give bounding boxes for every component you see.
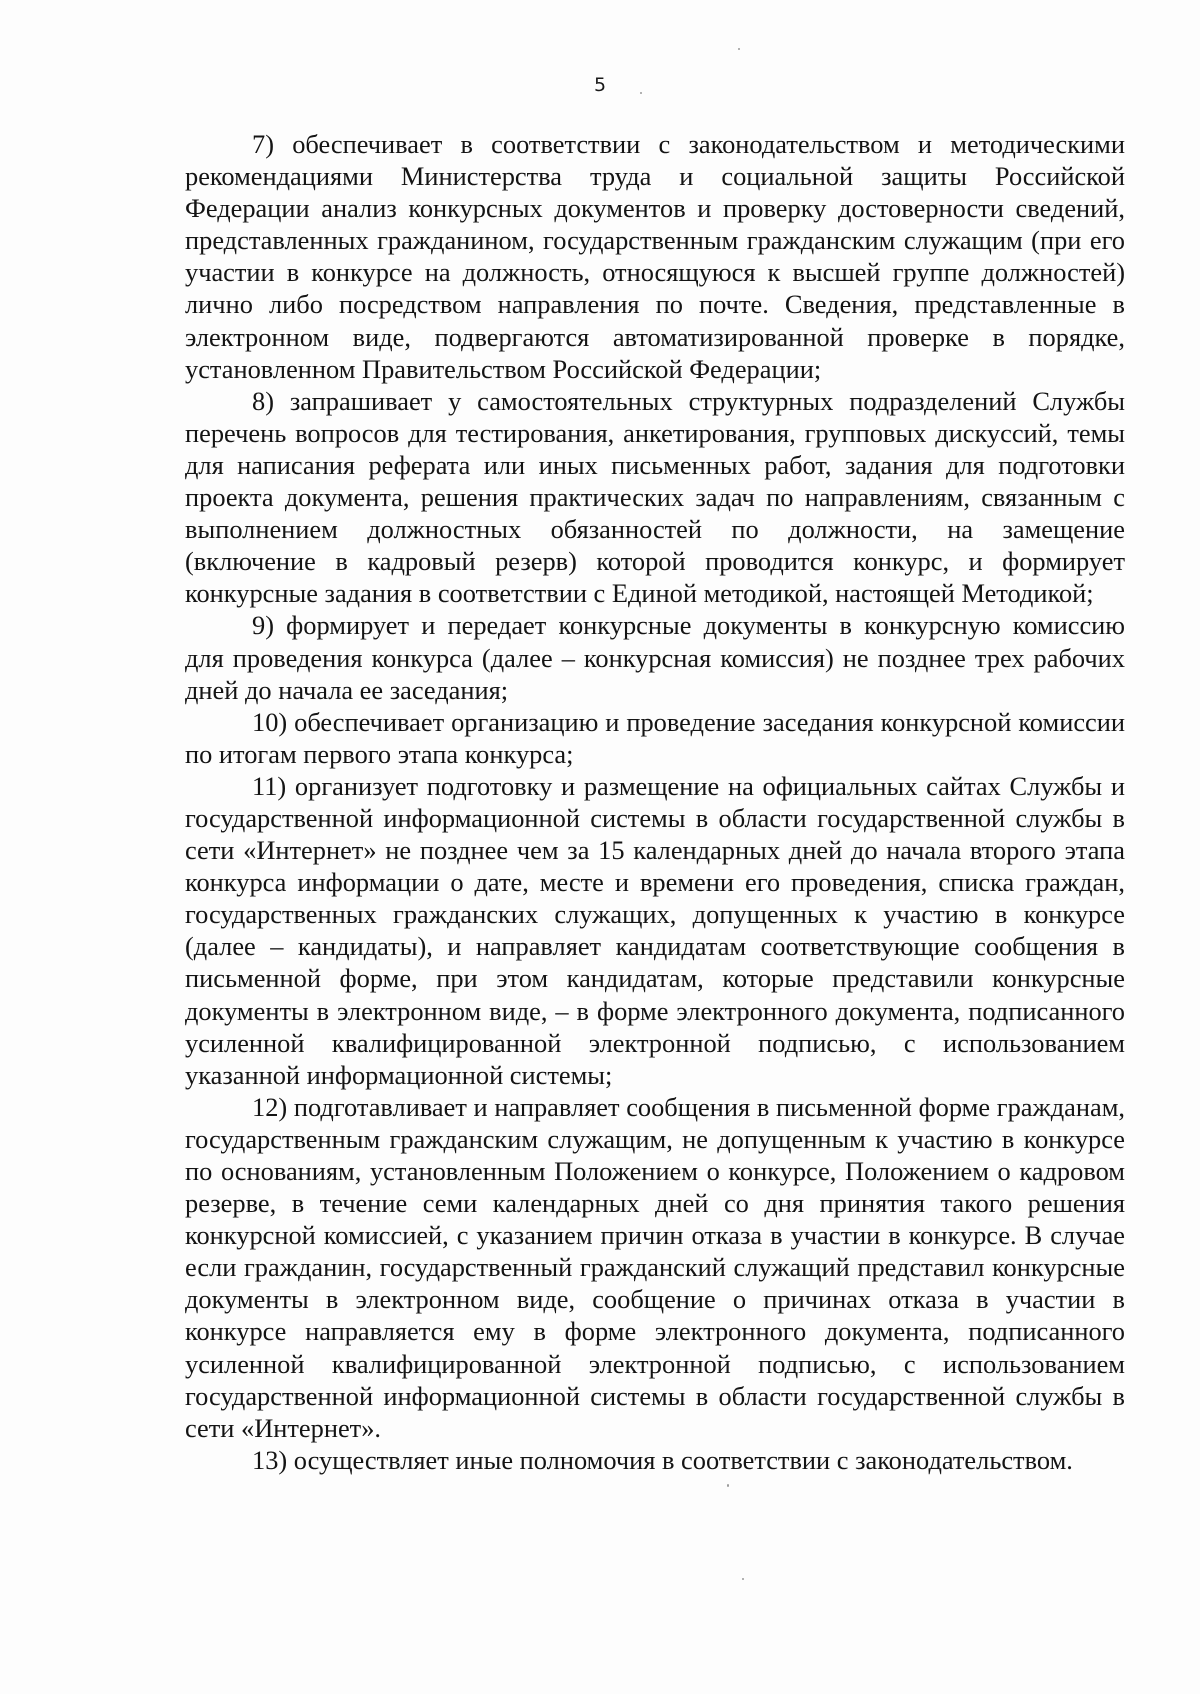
paragraph-item-13: 13) осуществляет иные полномочия в соответствии с законодательством. bbox=[252, 1444, 1073, 1475]
scan-speck bbox=[727, 1484, 729, 1487]
paragraph-item-10: 10) обеспечивает организацию и проведение заседания конкурсной комиссии по итогам первого этапа конкурса; bbox=[185, 706, 1125, 769]
page-number: 5 bbox=[593, 74, 607, 96]
scan-speck bbox=[640, 92, 642, 94]
paragraph-item-8: 8) запрашивает у самостоятельных структурных подразделений Службы перечень вопросов для тестирования, анкетирования, групповых дискуссий, темы для написания реферата или иных письменных работ, задания для подготовки проекта документа, решения практических задач по направлениям, связанным с выполнением должностных обязанностей по должности, на замещение (включение в кадровый резерв) которой проводится конкурс, и формирует конкурсные задания в соответствии с Единой методикой, настоящей Методикой; bbox=[185, 385, 1125, 609]
scan-speck bbox=[738, 48, 740, 50]
scan-speck bbox=[742, 1578, 744, 1580]
paragraph-item-9: 9) формирует и передает конкурсные документы в конкурсную комиссию для проведения конкурса (далее – конкурсная комиссия) не позднее трех рабочих дней до начала ее заседания; bbox=[185, 610, 1125, 705]
document-body bbox=[185, 128, 1125, 1476]
paragraph-item-12: 12) подготавливает и направляет сообщения в письменной форме гражданам, государственным гражданским служащим, не допущенным к участию в конкурсе по основаниям, установленным Положением о конкурсе, Положением о кадровом резерве, в течение семи календарных дней со дня принятия такого решения конкурсной комиссией, с указанием причин отказа в участии в конкурсе. В случае если гражданин, государственный гражданский служащий представил конкурсные документы в электронном виде, сообщение о причинах отказа в участии в конкурсе направляется ему в форме электронного документа, подписанного усиленной квалифицированной электронной подписью, с использованием государственной информационной системы в области государственной службы в сети «Интернет». bbox=[185, 1091, 1125, 1443]
paragraph-item-11: 11) организует подготовку и размещение на официальных сайтах Службы и государственной информационной системы в области государственной службы в сети «Интернет» не позднее чем за 15 календарных дней до начала второго этапа конкурса информации о дате, месте и времени его проведения, списка граждан, государственных гражданских служащих, допущенных к участию в конкурсе (далее – кандидаты), и направляет кандидатам соответствующие сообщения в письменной форме, при этом кандидатам, которые представили конкурсные документы в электронном виде, – в форме электронного документа, подписанного усиленной квалифицированной электронной подписью, с использованием указанной информационной системы; bbox=[185, 770, 1125, 1090]
paragraph-item-7: 7) обеспечивает в соответствии с законодательством и методическими рекомендациями Министерства труда и социальной защиты Российской Федерации анализ конкурсных документов и проверку достоверности сведений, представленных гражданином, государственным гражданским служащим (при его участии в конкурсе на должность, относящуюся к высшей группе должностей) лично либо посредством направления по почте. Сведения, представленные в электронном виде, подвергаются автоматизированной проверке в порядке, установленном Правительством Российской Федерации; bbox=[185, 129, 1125, 384]
